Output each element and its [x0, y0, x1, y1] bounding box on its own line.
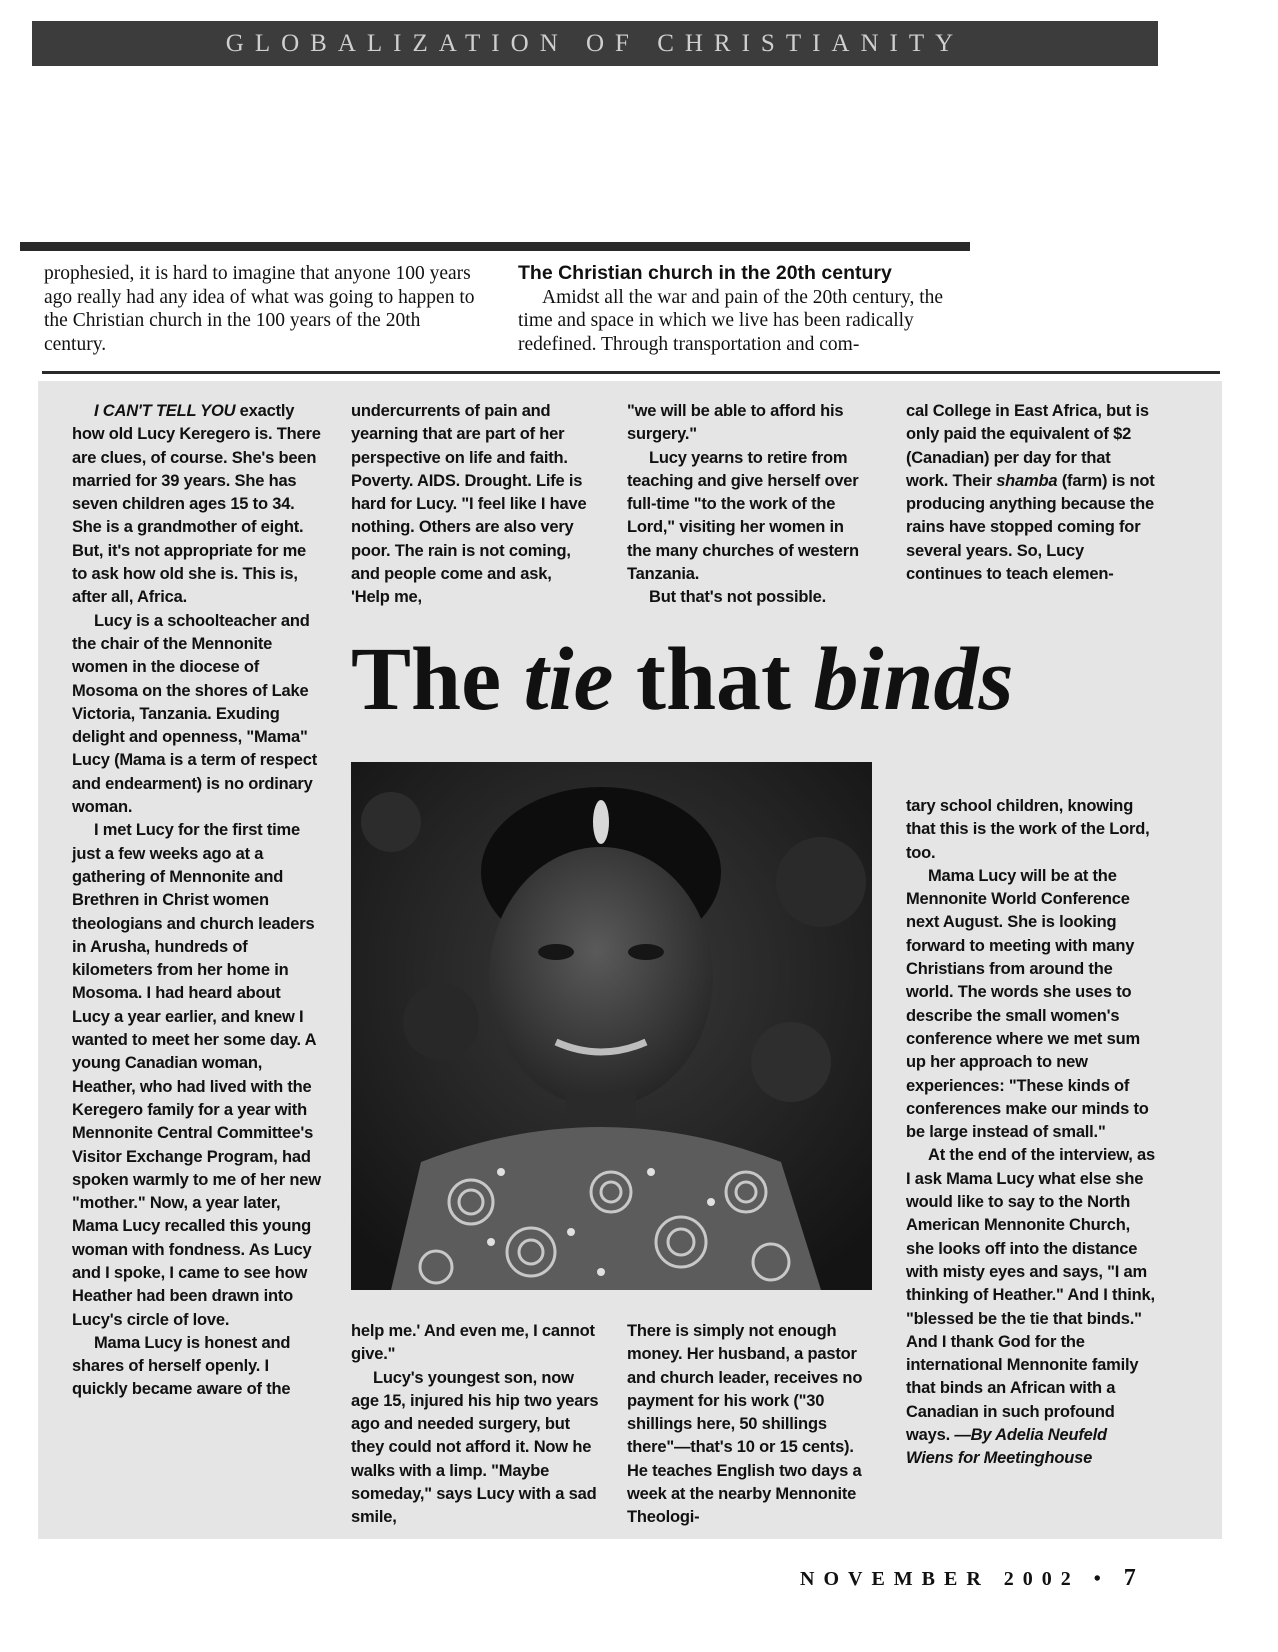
- page-footer: [800, 1565, 1136, 1592]
- page-number: 7: [1123, 1565, 1136, 1591]
- article-paragraph: "we will be able to afford his surgery.": [627, 402, 844, 444]
- article-paragraph: But that's not possible.: [649, 588, 826, 607]
- paragraph-text: exactly how old Lucy Keregero is. There are clues, of course. She's been married for 39 years. She has seven children ages 15 to 34. She is a grandmother of eight. But, it's not appropriate for me to ask how old she is. This is, after all, Africa.: [72, 402, 321, 607]
- portrait-photo-illustration: [351, 762, 872, 1290]
- article-column-2-top: [351, 400, 591, 610]
- article-title: [351, 630, 1156, 730]
- intro-subhead: The Christian church in the 20th century: [518, 262, 892, 284]
- article-column-4-bottom: [906, 795, 1156, 1471]
- sidebar-divider: [42, 371, 1220, 374]
- section-banner-title: GLOBALIZATION OF CHRISTIANITY: [225, 30, 965, 57]
- article-paragraph: [72, 400, 322, 610]
- article-paragraph: tary school children, knowing that this is the work of the Lord, too.: [906, 797, 1150, 862]
- paragraph-text: At the end of the interview, as I ask Mama Lucy what else she would like to say to the North American Mennonite Church, she looks off into the distance with misty eyes and says, "I am thinking of Heather." And I think, "blessed be the tie that binds." And I thank God for the international Mennonite family that binds an African with a Canadian in such profound ways.: [906, 1146, 1155, 1445]
- top-divider: [20, 242, 970, 251]
- emphasis: shamba: [996, 471, 1058, 490]
- intro-right-column: [518, 262, 966, 356]
- article-paragraph: I met Lucy for the first time just a few weeks ago at a gathering of Mennonite and Brethren in Christ women theologians and church leaders in Arusha, hundreds of kilometers from her home in Mosoma. I had heard about Lucy a year earlier, and knew I wanted to meet her some day. A young Canadian woman, Heather, who had lived with the Keregero family for a year with Mennonite Central Committee's Visitor Exchange Program, had spoken warmly to me of her new "mother." Now, a year later, Mama Lucy recalled this young woman with fondness. As Lucy and I spoke, I came to see how Heather had been drawn into Lucy's circle of love.: [72, 821, 321, 1329]
- section-banner: [32, 21, 1158, 66]
- article-paragraph: Lucy yearns to retire from teaching and give herself over full-time "to the work of the Lord," visiting her women in the many churches of western Tanzania.: [627, 448, 859, 584]
- title-part-italic: binds: [813, 630, 1014, 729]
- intro-left-paragraph: prophesied, it is hard to imagine that anyone 100 years ago really had any idea of what was going to happen to the Christian church in the 100 years of the 20th century.: [44, 263, 475, 355]
- article-paragraph: Mama Lucy will be at the Mennonite World Conference next August. She is looking forward to meeting with many Christians from around the world. The words she uses to describe the small women's conference where we met sum up her approach to new experiences: "These kinds of conferences make our minds to be large instead of small.": [906, 866, 1149, 1142]
- issue-date: NOVEMBER 2002 •: [800, 1568, 1110, 1590]
- article-paragraph: [906, 400, 1156, 586]
- article-paragraph: Lucy's youngest son, now age 15, injured his hip two years ago and needed surgery, but they could not afford it. Now he walks with a limp. "Maybe someday," says Lucy with a sad smile,: [351, 1368, 599, 1527]
- article-paragraph: help me.' And even me, I cannot give.": [351, 1322, 595, 1364]
- article-paragraph: Lucy is a schoolteacher and the chair of the Mennonite women in the diocese of Mosoma on the shores of Lake Victoria, Tanzania. Exuding delight and openness, "Mama" Lucy (Mama is a term of respect and endearment) is no ordinary woman.: [72, 611, 318, 817]
- article-column-3-top: [627, 400, 871, 610]
- article-column-1: [72, 400, 322, 1402]
- title-part: that: [613, 630, 814, 729]
- intro-right-paragraph: Amidst all the war and pain of the 20th century, the time and space in which we live has been radically redefined. Through transportation and com-: [518, 286, 944, 355]
- article-column-3-bottom: [627, 1320, 871, 1530]
- article-paragraph: Mama Lucy is honest and shares of herself openly. I quickly became aware of the: [72, 1333, 291, 1399]
- article-paragraph: undercurrents of pain and yearning that are part of her perspective on life and faith. Poverty. AIDS. Drought. Life is hard for Lucy. "I feel like I have nothing. Others are also very poor. The rain is not coming, and people come and ask, 'Help me,: [351, 402, 587, 607]
- title-part-italic: tie: [523, 630, 614, 729]
- portrait-photo: [351, 762, 872, 1290]
- article-paragraph: [906, 1144, 1156, 1470]
- lead-in: I CAN'T TELL YOU: [94, 402, 236, 420]
- article-column-2-bottom: [351, 1320, 601, 1530]
- article-column-4-top: [906, 400, 1156, 586]
- paragraph-text: cal College in East Africa, but is only paid the equivalent of $2 (Canadian) per day for that work. Their: [906, 402, 1149, 490]
- intro-left-column: [44, 262, 482, 356]
- title-part: The: [351, 630, 524, 729]
- byline: —By Adelia Neufeld Wiens for Meetinghouse: [906, 1426, 1107, 1468]
- paragraph-text: (farm) is not producing anything because the rains have stopped coming for several years. So, Lucy continues to teach elemen-: [906, 471, 1155, 584]
- article-paragraph: There is simply not enough money. Her husband, a pastor and church leader, receives no payment for his work ("30 shillings here, 50 shillings there"—that's 10 or 15 cents). He teaches English two days a week at the nearby Mennonite Theologi-: [627, 1322, 863, 1527]
